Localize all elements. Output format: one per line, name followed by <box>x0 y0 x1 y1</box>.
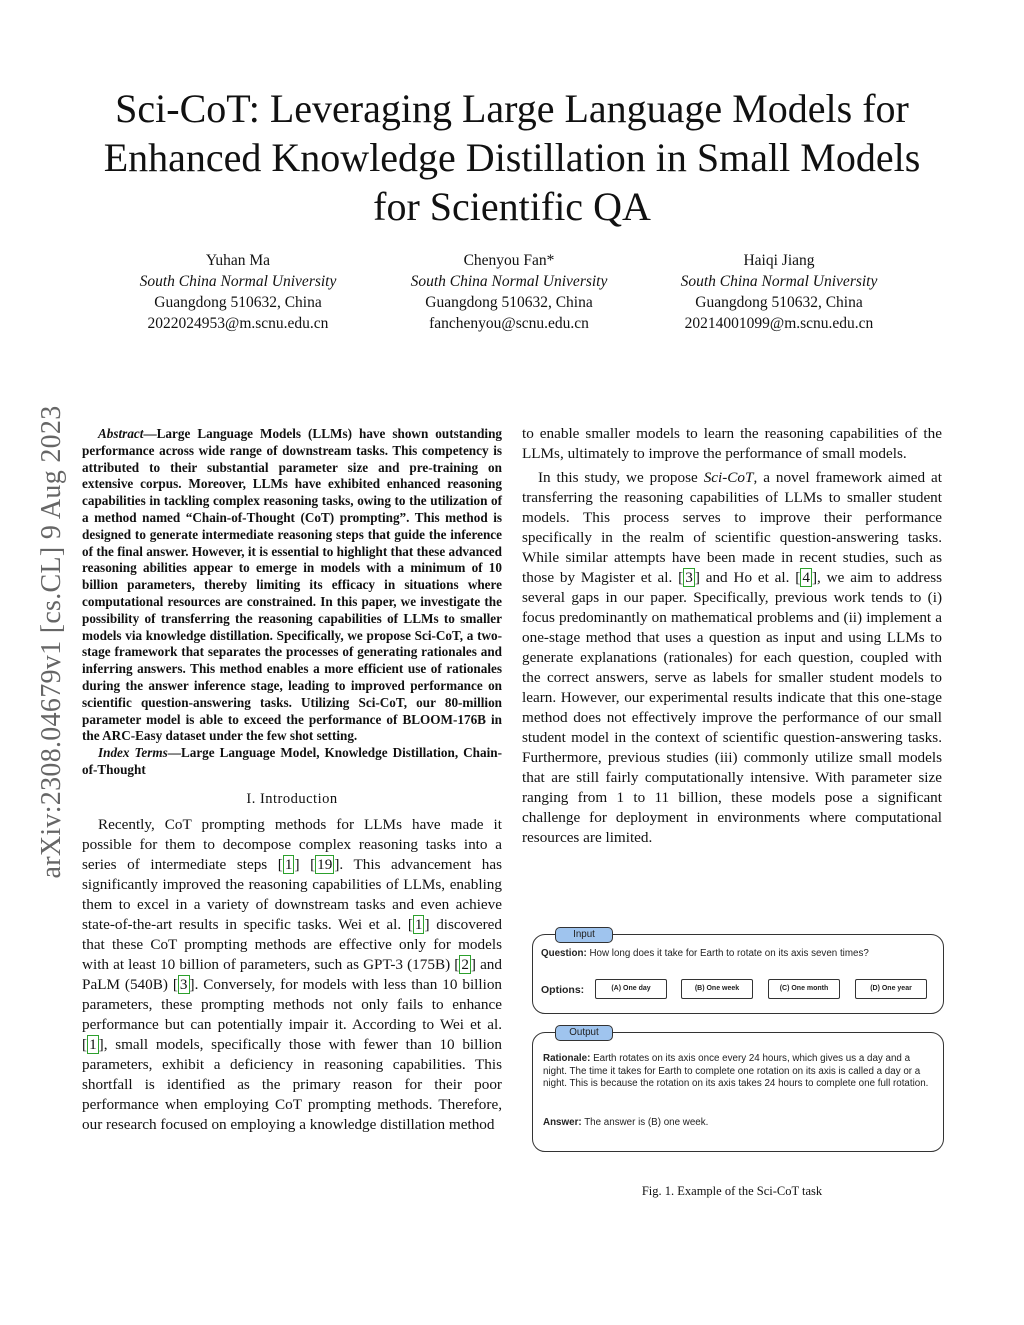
option-d: (D) One year <box>855 979 927 999</box>
text-run: discovered that these CoT prompting methods are effective only for models with at least 10 billion of parameters, such as GPT-3 (175B) <box>82 915 502 973</box>
author-name: Chenyou Fan* <box>463 252 555 269</box>
author-address: Guangdong 510632, China <box>425 294 593 311</box>
options-label: Options: <box>541 984 585 996</box>
author-email[interactable]: 2022024953@m.scnu.edu.cn <box>147 315 329 332</box>
answer-row <box>543 1117 708 1128</box>
option-a: (A) One day <box>595 979 667 999</box>
citation-link[interactable]: 19 <box>317 855 333 873</box>
text-run: and Ho et al. <box>705 569 790 586</box>
abstract-text: —Large Language Models (LLMs) have shown outstanding performance across wide range of downstream tasks. This competency is attributed to their substantial parameter size and pre-training on extensive corpus. Moreover, LLMs have exhibited enhanced reasoning capabilities in tackling complex reasoning tasks, owing to the utilization of a method named “Chain-of-Thought (CoT) prompting”. This method is designed to generate intermediate reasoning steps that guide the inference of the final answer. However, it is essential to highlight that these advanced reasoning abilities appear to emerge in models with a minimum of 10 billion parameters, thereby limiting its efficacy in situations where computational resources are constrained. In this paper, we investigate the possibility of transferring the reasoning capabilities of LLMs to smaller models via knowledge distillation. Specifically, we propose Sci-CoT, a two-stage framework that separates the processes of generating rationales and inferring answers. This method enables a more efficient use of rationales during the answer inference stage, leading to improved performance on scientific question-answering tasks. Utilizing Sci-CoT, our 80-million parameter model is able to exceed the performance of BLOOM-176B in the ARC-Easy dataset under the few shot setting. <box>82 426 502 744</box>
author-email[interactable]: fanchenyou@scnu.edu.cn <box>429 315 589 332</box>
left-column <box>82 426 502 1135</box>
text-run: , we aim to address several gaps in our paper. Specifically, previous work tends to (i) focus predominantly on mathematical problems and (ii) implement a one-stage method that uses a question as input and using LLMs to generate explanations (rationales) for each question, coupled with the correct answers, serve as labels for smaller student models to learn. However, our experimental results indicate that this one-stage method does not effectively improve the performance of our small student model in the context of scientific question-answering tasks. Furthermore, previous studies (iii) commonly utilize small models that are still fairly computationally intensive. With parameter size ranging from 1 to 11 billion, these models pose a significant challenge for deployment in environments where computational resources are limited. <box>522 569 943 846</box>
text-run: Recently, CoT prompting methods for LLMs have made it possible for them to decompose complex reasoning tasks into a series of intermediate steps <box>82 815 502 873</box>
question-label: Question: <box>541 948 587 959</box>
input-tag: Input <box>555 927 613 943</box>
author-affiliation: South China Normal University <box>680 273 878 290</box>
citation-link[interactable]: 3 <box>685 569 693 586</box>
author-email[interactable]: 20214001099@m.scnu.edu.cn <box>684 315 874 332</box>
rationale-text: Earth rotates on its axis once every 24 hours, which gives us a day and a night. The time it takes for Earth to complete one rotation on its axis is called a day or a night. This is because the rotation on its axis takes 24 hours to complete one full rotation. <box>543 1053 929 1089</box>
rationale-block <box>543 1053 933 1091</box>
section-heading: I. Introduction <box>246 790 338 807</box>
framework-name: Sci-CoT <box>703 469 754 486</box>
intro-paragraph: In this study, we propose Sci-CoT, a novel framework aimed at transferring the reasoning capabilities of LLMs to smaller student models. This process serves to improve their performance specifically in the realm of scientific question-answering tasks. While similar attempts have been made in recent studies, such as those by Magister et al. [ 3 ] and Ho et al. [ 4 ], we aim to address several gaps in our paper. Specifically, previous work tends to (i) focus predominantly on mathematical problems and (ii) implement a one-stage method that uses a question as input and using LLMs to generate explanations (rationales) for each question, coupled with the correct answers, serve as labels for smaller student models to learn. However, our experimental results indicate that this one-stage method does not effectively improve the performance of our small student model in the context of scientific question-answering tasks. Furthermore, previous studies (iii) commonly utilize small models that are still fairly computationally intensive. With parameter size ranging from 1 to 11 billion, these models pose a significant challenge for deployment in environments where computational resources are limited. <box>522 469 943 846</box>
figure-output-box <box>532 1027 944 1152</box>
paper-title <box>60 84 964 231</box>
citation-link[interactable]: 1 <box>414 915 423 933</box>
answer-text: The answer is (B) one week. <box>584 1117 709 1128</box>
intro-paragraph: Recently, CoT prompting methods for LLMs have made it possible for them to decompose complex reasoning tasks into a series of intermediate steps [ 1 ] [ 19 ]. This advancement has significantly improved the reasoning capabilities of LLMs, enabling them to excel in a variety of downstream tasks and even achieve state-of-the-art results in specific tasks. Wei et al. [ 1 ] discovered that these CoT prompting methods are effective only for models with at least 10 billion of parameters, such as GPT-3 (175B) [ 2 ] and PaLM (540B) [ 3 ]. Conversely, for models with less than 10 billion parameters, these prompting methods not only fails to enhance performance but can potentially impair it. According to Wei et al. [ 1 ], small models, specifically those with fewer than 10 billion parameters, exhibit a deficiency in reasoning capabilities. This shortfall is identified as the primary reason for their poor performance when employing CoT prompting methods. Therefore, our research focused on employing a knowledge distillation method <box>82 815 503 1133</box>
question-text: How long does it take for Earth to rotate on its axis seven times? <box>589 948 869 959</box>
option-b: (B) One week <box>681 979 753 999</box>
citation-link[interactable]: 3 <box>179 975 188 993</box>
question-row <box>541 948 869 959</box>
citation-link[interactable]: 2 <box>461 955 469 973</box>
index-terms <box>82 745 502 779</box>
author-name: Haiqi Jiang <box>743 252 815 269</box>
author-block <box>108 250 368 334</box>
figure-caption: Fig. 1. Example of the Sci-CoT task <box>641 1184 823 1198</box>
author-affiliation: South China Normal University <box>410 273 608 290</box>
output-tag: Output <box>555 1025 613 1041</box>
arxiv-identifier: arXiv:2308.04679v1 [cs.CL] 9 Aug 2023 <box>36 405 67 879</box>
author-name: Yuhan Ma <box>205 252 271 269</box>
citation-link[interactable]: 1 <box>284 855 293 873</box>
option-c: (C) One month <box>768 979 840 999</box>
title-line: Sci-CoT: Leveraging Large Language Models for <box>115 86 909 131</box>
rationale-label: Rationale: <box>543 1053 591 1064</box>
abstract-label: Abstract <box>98 426 144 441</box>
text-run: In this study, we propose <box>538 469 698 486</box>
intro-paragraph: to enable smaller models to learn the reasoning capabilities of the LLMs, ultimately to improve the performance of small models. <box>522 425 942 462</box>
index-terms-text: —Large Language Model, Knowledge Distillation, Chain-of-Thought <box>82 745 503 777</box>
author-block <box>379 250 639 334</box>
author-address: Guangdong 510632, China <box>695 294 863 311</box>
citation-link[interactable]: 4 <box>802 569 810 586</box>
answer-label: Answer: <box>543 1117 582 1128</box>
figure-input-box <box>532 929 944 1014</box>
author-affiliation: South China Normal University <box>139 273 337 290</box>
text-run: . Conversely, for models with less than 10 billion parameters, these prompting methods not only fails to enhance performance but can potentially impair it. According to Wei et al. <box>82 975 503 1033</box>
author-address: Guangdong 510632, China <box>154 294 322 311</box>
abstract <box>82 426 502 745</box>
text-run: and PaLM (540B) <box>82 955 502 993</box>
citation-link[interactable]: 1 <box>89 1035 97 1053</box>
author-block <box>649 250 909 334</box>
right-column <box>522 424 942 848</box>
text-run: , a novel framework aimed at transferring the reasoning capabilities of LLMs to smaller student models. This process serves to improve their performance specifically in the realm of scientific question-answering tasks. While similar attempts have been made in recent studies, such as those by Magister et al. <box>522 469 943 586</box>
text-run: . This advancement has significantly improved the reasoning capabilities of LLMs, enabling them to excel in a variety of downstream tasks and even achieve state-of-the-art results in specific tasks. Wei et al. <box>82 855 502 933</box>
text-run: , small models, specifically those with fewer than 10 billion parameters, exhibit a deficiency in reasoning capabilities. This shortfall is identified as the primary reason for their poor performance when employing CoT prompting methods. Therefore, our research focused on employing a knowledge distillation method <box>82 1035 502 1133</box>
title-line: Enhanced Knowledge Distillation in Small Models <box>103 135 921 180</box>
index-terms-label: Index Terms <box>98 745 168 761</box>
title-line: for Scientific QA <box>373 184 651 229</box>
